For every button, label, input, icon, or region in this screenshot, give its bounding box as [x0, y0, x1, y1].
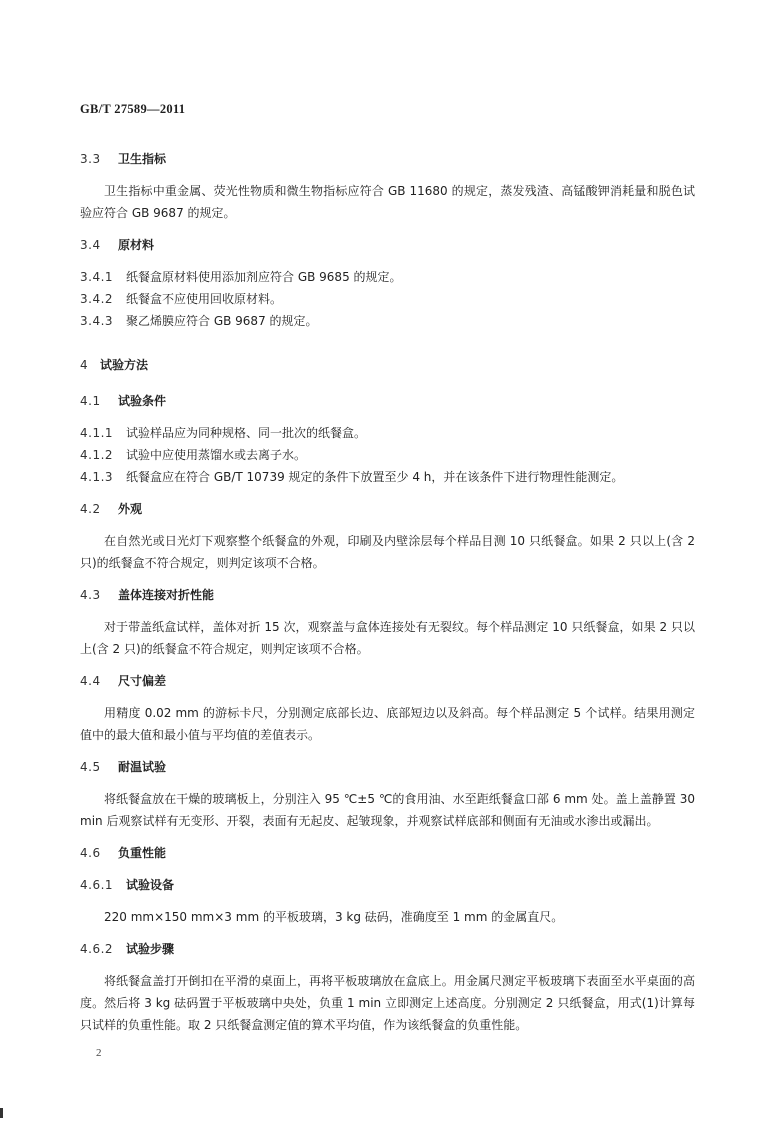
heading-4-1: [80, 390, 695, 412]
standard-number-header: GB/T 27589—2011: [80, 102, 186, 116]
heading-number: 4.6.2: [80, 942, 114, 956]
clause-text: 纸餐盒不应使用回收原材料。: [126, 292, 283, 306]
heading-title: 试验设备: [126, 878, 175, 892]
chapter-heading-4: [80, 354, 695, 376]
heading-title: 外观: [118, 502, 143, 516]
heading-title: 试验步骤: [126, 942, 175, 956]
clause-3-4-2: [80, 288, 695, 310]
heading-number: 4.1: [80, 394, 101, 408]
heading-4-2: [80, 498, 695, 520]
paragraph-4-6-2: 将纸餐盒盖打开倒扣在平滑的桌面上，再将平板玻璃放在盒底上。用金属尺测定平板玻璃下表面至水平桌面的高度。然后将 3 kg 砝码置于平板玻璃中央处，负重 1 min 立即测定上述高度。分别测定 2 只纸餐盒，用式(1)计算每只试样的负重性能。取 2 只纸餐盒测定值的算术平均值，作为该纸餐盒的负重性能。: [80, 974, 695, 1032]
clause-text: 试验样品应为同种规格、同一批次的纸餐盒。: [126, 426, 367, 440]
heading-number: 4.6.1: [80, 878, 114, 892]
clause-number: 3.4.1: [80, 270, 114, 284]
heading-number: 4.6: [80, 846, 101, 860]
heading-3-4: [80, 234, 695, 256]
heading-title: 盖体连接对折性能: [118, 588, 215, 602]
heading-title: 负重性能: [118, 846, 167, 860]
paragraph-4-2: 在自然光或日光灯下观察整个纸餐盒的外观，印刷及内壁涂层每个样品目测 10 只纸餐盒。如果 2 只以上(含 2 只)的纸餐盒不符合规定，则判定该项不合格。: [80, 534, 695, 570]
clause-3-4-1: [80, 266, 695, 288]
heading-4-6: [80, 842, 695, 864]
heading-number: 4.4: [80, 674, 101, 688]
clause-text: 试验中应使用蒸馏水或去离子水。: [126, 448, 307, 462]
clause-4-1-3: [80, 466, 695, 488]
clause-4-1-2: [80, 444, 695, 466]
heading-number: 4.5: [80, 760, 101, 774]
paragraph-4-4: 用精度 0.02 mm 的游标卡尺，分别测定底部长边、底部短边以及斜高。每个样品测定 5 个试样。结果用测定值中的最大值和最小值与平均值的差值表示。: [80, 706, 695, 742]
page-number: 2: [96, 1047, 102, 1059]
heading-title: 卫生指标: [118, 152, 167, 166]
clause-number: 3.4.2: [80, 292, 114, 306]
heading-4-6-1: [80, 874, 695, 896]
heading-number: 3.4: [80, 238, 101, 252]
heading-number: 4.3: [80, 588, 101, 602]
paragraph-4-6-1: 220 mm×150 mm×3 mm 的平板玻璃，3 kg 砝码，准确度至 1 mm 的金属直尺。: [104, 910, 564, 924]
heading-title: 尺寸偏差: [118, 674, 167, 688]
chapter-number: 4: [80, 358, 89, 372]
heading-title: 耐温试验: [118, 760, 167, 774]
clause-text: 纸餐盒原材料使用添加剂应符合 GB 9685 的规定。: [126, 270, 402, 284]
clause-number: 4.1.1: [80, 426, 114, 440]
document-body: [80, 148, 695, 1036]
clause-text: 聚乙烯膜应符合 GB 9687 的规定。: [126, 314, 318, 328]
clause-4-1-1: [80, 422, 695, 444]
paragraph-3-3: 卫生指标中重金属、荧光性物质和微生物指标应符合 GB 11680 的规定，蒸发残渣、高锰酸钾消耗量和脱色试验应符合 GB 9687 的规定。: [80, 184, 695, 220]
heading-4-5: [80, 756, 695, 778]
paragraph-4-3: 对于带盖纸盒试样，盖体对折 15 次，观察盖与盒体连接处有无裂纹。每个样品测定 10 只纸餐盒，如果 2 只以上(含 2 只)的纸餐盒不符合规定，则判定该项不合格。: [80, 620, 695, 656]
heading-4-3: [80, 584, 695, 606]
clause-number: 3.4.3: [80, 314, 114, 328]
clause-3-4-3: [80, 310, 695, 332]
heading-4-4: [80, 670, 695, 692]
clause-number: 4.1.3: [80, 470, 114, 484]
heading-title: 原材料: [118, 238, 155, 252]
heading-title: 试验条件: [118, 394, 167, 408]
chapter-title: 试验方法: [100, 358, 149, 372]
heading-3-3: [80, 148, 695, 170]
heading-4-6-2: [80, 938, 695, 960]
scan-edge-mark: [0, 1108, 3, 1118]
clause-number: 4.1.2: [80, 448, 114, 462]
heading-number: 3.3: [80, 152, 101, 166]
heading-number: 4.2: [80, 502, 101, 516]
clause-text: 纸餐盒应在符合 GB/T 10739 规定的条件下放置至少 4 h，并在该条件下进行物理性能测定。: [126, 470, 624, 484]
paragraph-4-5: 将纸餐盒放在干燥的玻璃板上，分别注入 95 ℃±5 ℃的食用油、水至距纸餐盒口部 6 mm 处。盖上盖静置 30 min 后观察试样有无变形、开裂，表面有无起皮、起皱现象，并观察试样底部和侧面有无油或水渗出或漏出。: [80, 792, 695, 828]
